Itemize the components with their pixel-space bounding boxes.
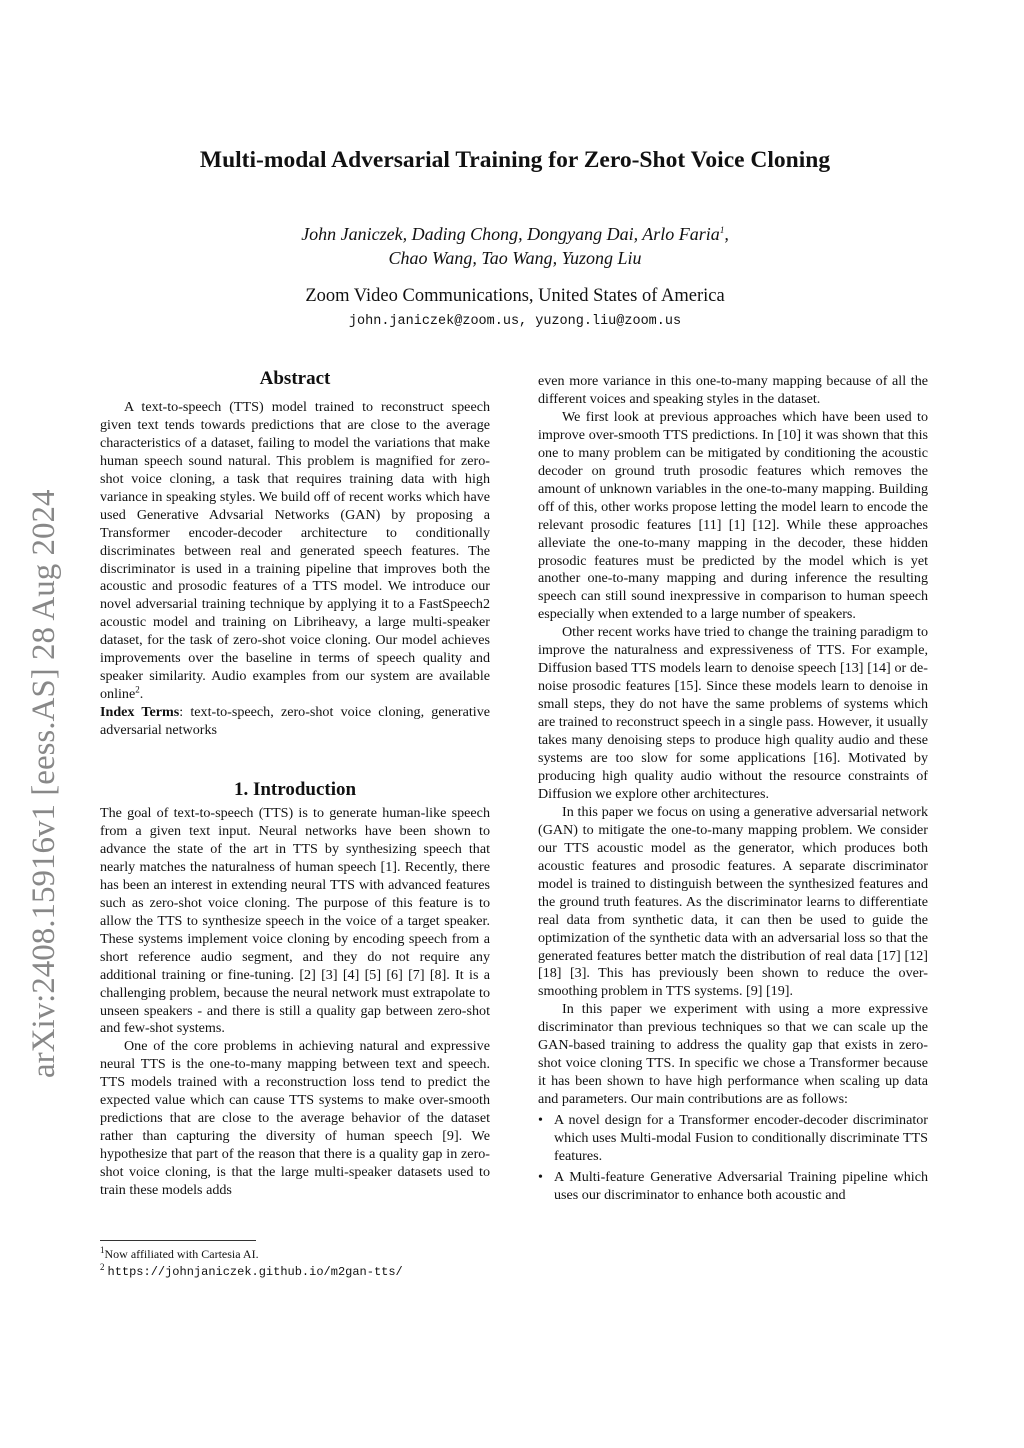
abstract-footnote-mark: 2 [135, 684, 140, 695]
footnote-1 [100, 1246, 490, 1263]
affiliation: Zoom Video Communications, United States of America [305, 286, 725, 306]
author-emails: john.janiczek@zoom.us, yuzong.liu@zoom.us [348, 314, 682, 329]
intro-paragraph-4: Other recent works have tried to change the training paradigm to improve the naturalness and expressiveness of TTS. For example, Diffusion based TTS models learn to denoise speech [13] [14] or de-noise prosodic features [15]. Since these models learn to denoise in small steps, they do not have the same problems of systems which are trained to reconstruct speech in a single pass. However, it usually takes many denoising steps to produce high quality audio and these systems are too slow for some applications [16]. Motivated by producing high quality audio without the resource constraints of Diffusion we explore other architectures. [538, 624, 928, 802]
left-column [100, 370, 490, 1200]
index-terms-text: : text-to-speech, zero-shot voice cloning, generative adversarial networks [100, 704, 490, 739]
footnote-2-mark: 2 [100, 1262, 105, 1272]
right-column [538, 373, 928, 1208]
authors-line-end: , [724, 224, 729, 244]
intro-paragraph-3: We first look at previous approaches which have been used to improve over-smooth TTS predictions. In [10] it was shown that this one to many problem can be mitigated by conditioning the acoustic decoder on ground truth prosodic features which removes the amount of unknown variables in the one-to-many mapping. Building off of this, other works propose letting the model learn to encode the relevant prosodic features [11] [1] [12]. While these approaches alleviate the one-to-many mapping in the decoder, these hidden prosodic features must be predicted by the model which is yet another one-to-many mapping and during inference the resulting speech can still sound inexpressive in comparison to human speech especially when extended to a large number of speakers. [538, 408, 928, 623]
bullet-icon: • [538, 1112, 543, 1129]
index-terms-label: Index Terms [100, 704, 180, 721]
contribution-text: A novel design for a Transformer encoder-decoder discriminator which uses Multi-modal Fusion to conditionally discriminate TTS features. [554, 1112, 928, 1164]
author-list [100, 222, 930, 270]
author-line-1 [100, 222, 930, 246]
footnote-1-text: Now affiliated with Cartesia AI. [104, 1247, 259, 1261]
intro-paragraph-6: In this paper we experiment with using a more expressive discriminator than previous techniques so that we can scale up the GAN-based training to address the quality gap that exists in zero-shot voice cloning TTS. In specific we chose a Transformer because it has been shown to have high performance when scaling up data and parameters. Our main contributions are as follows: [538, 1001, 928, 1108]
footnote-1-mark: 1 [100, 1245, 105, 1255]
paper-title: Multi-modal Adversarial Training for Zero-Shot Voice Cloning [199, 147, 831, 173]
footnotes [100, 1240, 490, 1281]
footnote-2 [100, 1263, 490, 1281]
intro-paragraph-2: One of the core problems in achieving natural and expressive neural TTS is the one-to-many mapping between text and speech. TTS models trained with a reconstruction loss tend to predict the expected value which can cause TTS systems to make over-smooth predictions that are close to the average behavior of the dataset rather than capturing the diversity of human speech [9]. We hypothesize that part of the reason that there is a quality gap in zero-shot voice cloning, is that the large multi-speaker datasets used to train these models adds [100, 1038, 490, 1199]
bullet-icon: • [538, 1168, 543, 1185]
contribution-item [538, 1169, 928, 1205]
contribution-text: A Multi-feature Generative Adversarial Training pipeline which uses our discriminator to enhance both acoustic and [554, 1168, 928, 1203]
abstract-body: A text-to-speech (TTS) model trained to reconstruct speech given text tends towards predictions that are close to the average characteristics of a dataset, failing to model the variations that make human speech sound natural. This problem is magnified for zero-shot voice cloning, a task that requires training data with high variance in speaking styles. We build off of recent works which have used Generative Advsarial Networks (GAN) by proposing a Transformer encoder-decoder architecture to conditionally discriminates between real and generated speech features. The discriminator is used in a training pipeline that improves both the acoustic and prosodic features of a TTS model. We introduce our novel adversarial training technique by applying it to a FastSpeech2 acoustic model and training on Libriheavy, a large multi-speaker dataset, for the task of zero-shot voice cloning. Our model achieves improvements over the baseline in terms of speech quality and speaker similarity. Audio examples from our system are available online [100, 398, 490, 703]
abstract-end: . [139, 686, 144, 703]
authors-text-1: John Janiczek, Dading Chong, Dongyang Dai, Arlo Faria [301, 224, 720, 244]
intro-paragraph-2-continued: even more variance in this one-to-many mapping because of all the different voices and speaking styles in the dataset. [538, 373, 928, 407]
abstract-text [100, 399, 490, 704]
intro-paragraph-1: The goal of text-to-speech (TTS) is to generate human-like speech from a given text input. Neural networks have been shown to advance the state of the art in TTS by synthesizing speech that nearly matches the naturalness of human speech [1]. Recently, there has been an interest in extending neural TTS with advanced features such as zero-shot voice cloning. The purpose of this feature is to allow the TTS to synthesize speech in the voice of a target speaker. These systems implement voice cloning by encoding speech from a short reference audio segment, and they do not require any additional training or fine-tuning. [2] [3] [4] [5] [6] [7] [8]. It is a challenging problem, because the neural network must extrapolate to unseen speakers - and there is still a quality gap between zero-shot and few-shot systems. [100, 805, 490, 1037]
author-line-2: Chao Wang, Tao Wang, Yuzong Liu [388, 248, 642, 268]
arxiv-identifier-stamp: arXiv:2408.15916v1 [eess.AS] 28 Aug 2024 [26, 489, 62, 1078]
contributions-list [538, 1112, 928, 1205]
contribution-item [538, 1112, 928, 1166]
author-footnote-mark: 1 [719, 225, 725, 235]
index-terms [100, 704, 490, 740]
abstract-heading: Abstract [259, 368, 331, 389]
footnote-2-link[interactable]: https://johnjaniczek.github.io/m2gan-tts/ [107, 1265, 403, 1279]
intro-paragraph-5: In this paper we focus on using a generative adversarial network (GAN) to mitigate the one-to-many mapping problem. We consider our TTS acoustic model as the generator, which produces both acoustic features and prosodic features. A separate discriminator model is trained to distinguish between the synthesized features and the ground truth features. As the discriminator learns to differentiate real data from synthetic data, it can then be used to guide the optimization of the synthetic data with an adversarial loss so that the generated features better match the distribution of real data [17] [12] [18] [3]. This has previously been shown to reduce the over-smoothing problem in TTS systems. [9] [19]. [538, 803, 928, 1000]
introduction-heading: 1. Introduction [233, 779, 357, 801]
footnote-rule [100, 1240, 256, 1241]
